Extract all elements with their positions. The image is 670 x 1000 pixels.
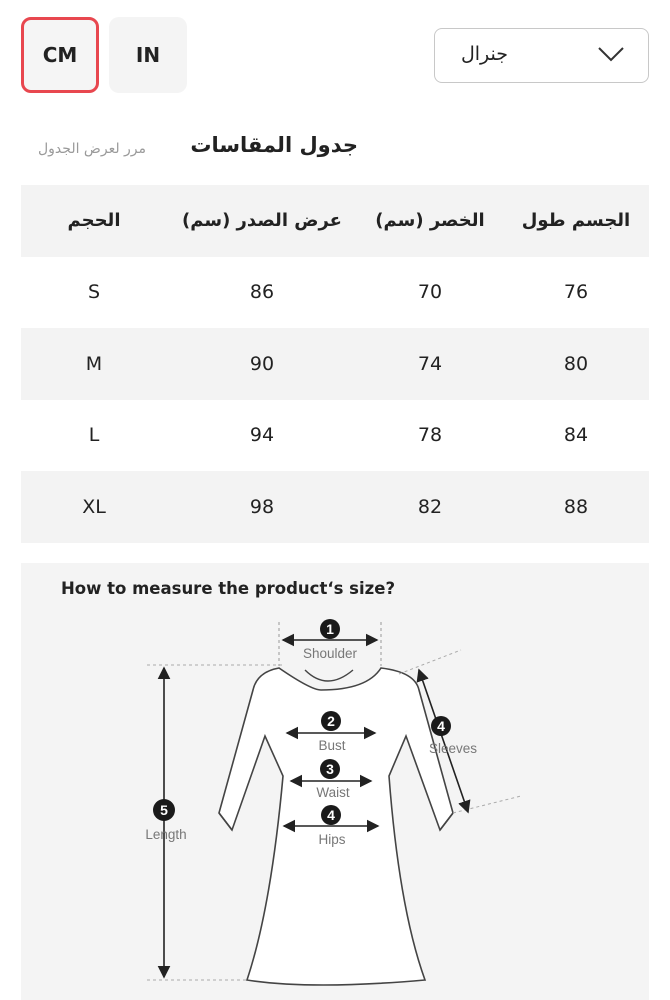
table-row <box>21 257 649 329</box>
shoulder-number: 1 <box>326 621 334 637</box>
cell-size: S <box>87 281 101 304</box>
cell-length: 80 <box>563 352 589 375</box>
length-label: Length <box>145 827 187 842</box>
waist-number: 3 <box>326 761 334 777</box>
measure-guide <box>21 563 649 1000</box>
bust-label: Bust <box>318 738 346 753</box>
cell-waist: 82 <box>417 495 443 518</box>
size-type-select[interactable] <box>434 28 649 83</box>
bust-number: 2 <box>327 713 335 729</box>
dress-measure-diagram <box>21 608 649 1000</box>
size-type-value: جنرال <box>460 43 508 65</box>
cell-length: 88 <box>563 495 589 518</box>
unit-cm-button[interactable]: CM <box>21 17 99 93</box>
cell-bust: 90 <box>249 352 275 375</box>
scroll-hint: مرر لعرض الجدول <box>38 141 147 157</box>
chevron-down-icon <box>597 45 625 63</box>
table-row <box>21 328 649 400</box>
cell-waist: 78 <box>417 424 443 447</box>
table-row <box>21 400 649 472</box>
page-title: جدول المقاسات <box>190 133 358 157</box>
header-length: الجسم طول <box>521 210 631 232</box>
guide-title: How to measure the product‘s size? <box>61 579 396 598</box>
length-number: 5 <box>160 802 168 818</box>
shoulder-label: Shoulder <box>302 646 358 661</box>
cell-bust: 94 <box>249 424 275 447</box>
size-table <box>21 185 649 543</box>
header-waist: (الخصر (سم <box>375 210 485 232</box>
waist-label: Waist <box>316 785 350 800</box>
size-chart-header <box>38 133 358 163</box>
cell-size: M <box>85 352 103 375</box>
header-size: الحجم <box>67 210 121 232</box>
cell-waist: 74 <box>417 352 443 375</box>
cell-bust: 98 <box>249 495 275 518</box>
hips-label: Hips <box>318 832 346 847</box>
hips-number: 4 <box>327 807 335 823</box>
cell-length: 84 <box>563 424 589 447</box>
cell-size: L <box>88 424 100 447</box>
cell-bust: 86 <box>249 281 275 304</box>
cell-size: XL <box>82 495 106 518</box>
sleeves-number: 4 <box>437 718 445 734</box>
dress-neckline <box>305 670 353 681</box>
sleeve-guide-top <box>399 650 461 674</box>
sleeves-label: Sleeves <box>428 741 478 756</box>
table-row <box>21 471 649 543</box>
cell-length: 76 <box>563 281 589 304</box>
unit-in-button[interactable]: IN <box>109 17 187 93</box>
table-header-row <box>21 185 649 257</box>
cell-waist: 70 <box>417 281 443 304</box>
header-bust: (عرض الصدر (سم <box>182 210 342 232</box>
